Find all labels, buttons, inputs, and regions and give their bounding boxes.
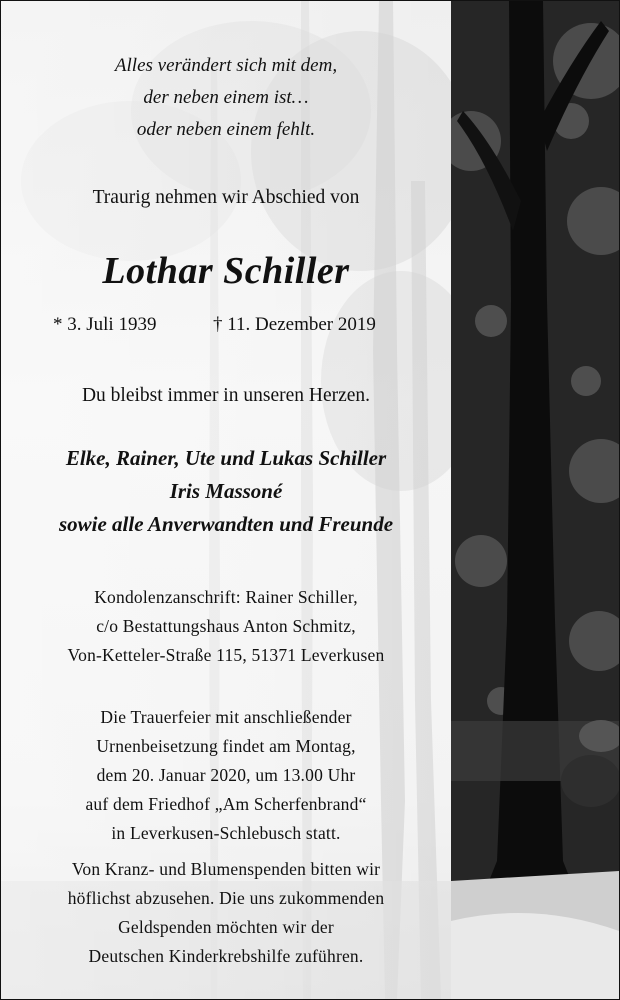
motto-line: der neben einem ist… xyxy=(143,87,309,108)
text-column xyxy=(1,1,451,999)
donation-line: Deutschen Kinderkrebshilfe zuführen. xyxy=(88,946,364,966)
service-line: Urnenbeisetzung findet am Montag, xyxy=(96,736,356,756)
condolence-line: Von-Ketteler-Straße 115, 51371 Leverkusen xyxy=(67,645,385,665)
condolence-line: c/o Bestattungshaus Anton Schmitz, xyxy=(96,616,356,636)
donation-line: höflichst abzusehen. Die uns zukommenden xyxy=(67,888,385,908)
tree-photo-image xyxy=(451,1,619,999)
remembrance-text: Du bleibst immer in unseren Herzen. xyxy=(81,385,371,406)
intro-text: Traurig nehmen wir Abschied von xyxy=(92,187,360,208)
family-line: Elke, Rainer, Ute und Lukas Schiller xyxy=(65,446,387,470)
donation-line: Geldspenden möchten wir der xyxy=(118,917,334,937)
donation-line: Von Kranz- und Blumenspenden bitten wir xyxy=(71,859,381,879)
motto-line: oder neben einem fehlt. xyxy=(136,119,316,140)
family-line: sowie alle Anverwandten und Freunde xyxy=(58,512,394,536)
service-line: Die Trauerfeier mit anschließender xyxy=(100,707,352,727)
deceased-name: Lothar Schiller xyxy=(102,250,350,292)
family-line: Iris Massoné xyxy=(169,479,283,503)
service-line: in Leverkusen-Schlebusch statt. xyxy=(111,823,341,843)
service-line: auf dem Friedhof „Am Scherfenbrand“ xyxy=(85,794,367,814)
birth-date: * 3. Juli 1939 xyxy=(53,314,157,335)
service-line: dem 20. Januar 2020, um 13.00 Uhr xyxy=(96,765,356,785)
death-date: † 11. Dezember 2019 xyxy=(213,314,376,335)
motto-line: Alles verändert sich mit dem, xyxy=(114,55,338,76)
condolence-line: Kondolenzanschrift: Rainer Schiller, xyxy=(94,587,358,607)
